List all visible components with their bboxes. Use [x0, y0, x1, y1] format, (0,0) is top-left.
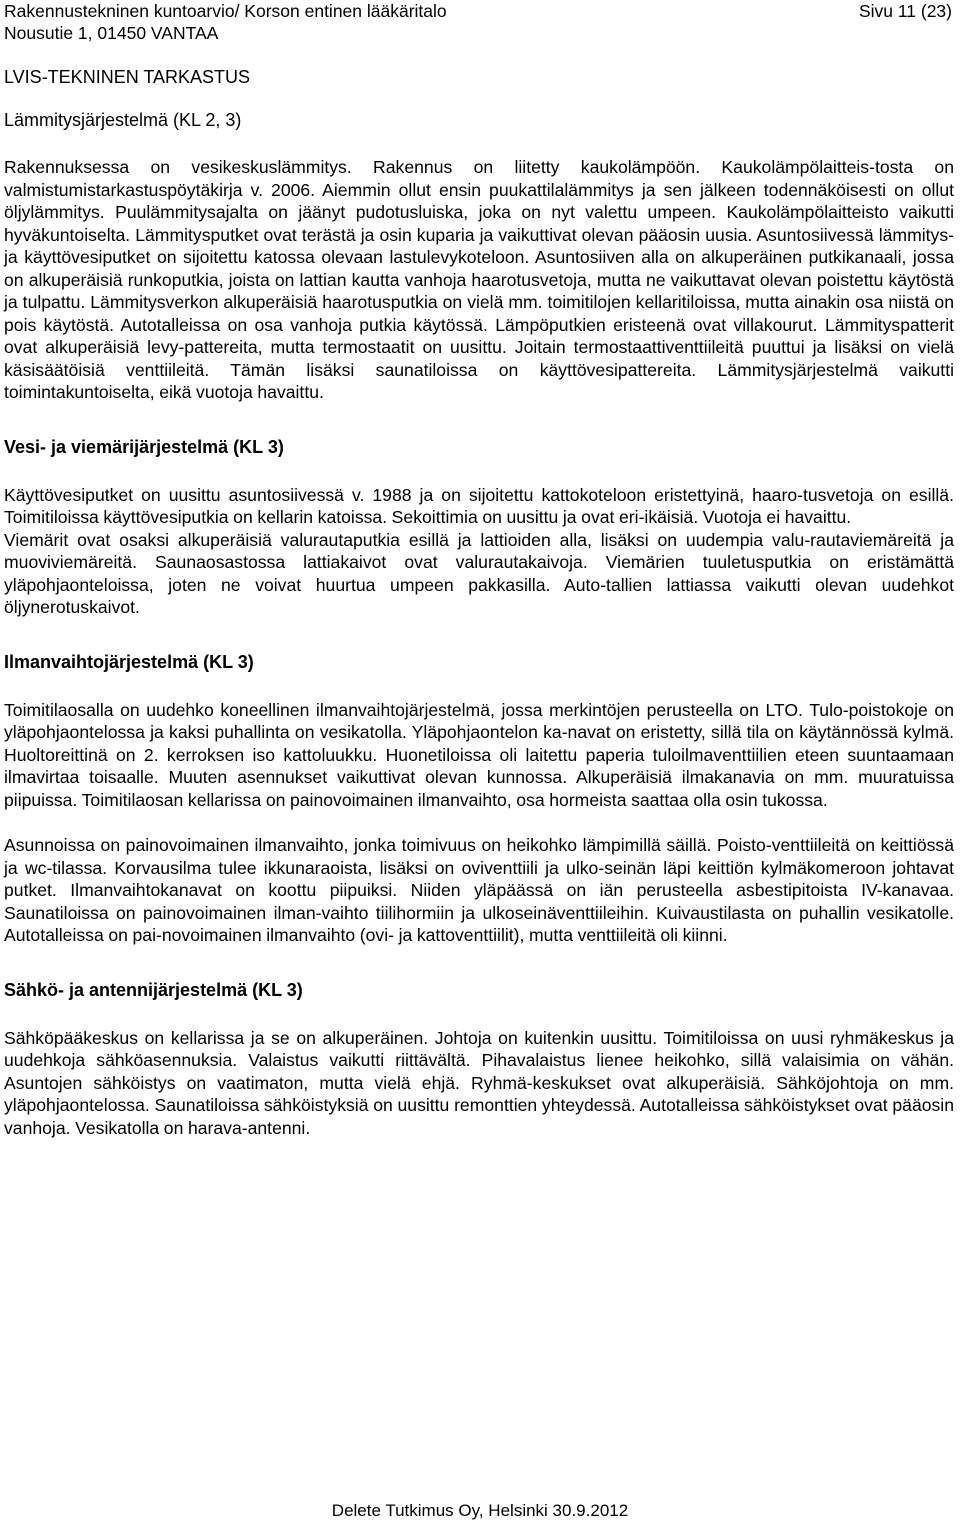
paragraph-asunnot-iv: Asunnoissa on painovoimainen ilmanvaihto, jonka toimivuus on heikohko lämpimillä säillä. Poisto-venttiileitä on keittiössä ja wc-tilassa. Korvausilma tulee ikkunaraoista, lisäksi on oviventtiili ja ulko-seinän läpi keittiön kylmäkomeroon johtavat putket. Ilmanvaihtokanavat on koottu piipuiksi. Niiden yläpäässä on iän perusteella asbestipitoista IV-kanavaa. Saunatiloissa on painovoimainen ilman-vaihto tiilihormiin ja ulkoseinäventtiileihin. Kuivaustilasta on puhallin vesikatolle. Autotalleissa on pai-novoimainen ilmanvaihto (ovi- ja kattoventtiilit), mutta venttiileitä oli kiinni.	[4, 835, 954, 945]
header-report-title: Rakennustekninen kuntoarvio/ Korson entinen lääkäritalo	[4, 1, 447, 21]
heading-ilmanvaihto: Ilmanvaihtojärjestelmä (KL 3)	[4, 651, 254, 672]
paragraph-viemarit: Viemärit ovat osaksi alkuperäisiä valurautaputkia esillä ja lattioiden alla, lisäksi on uudempia valu-rautaviemäreitä ja muoviviemäreitä. Saunaosastossa lattiakaivot ovat valurautakaivoja. Viemärien tuuletusputkia on eristämättä yläpohjaonteloissa, joten ne voivat huurtua umpeen pakkasilla. Auto-tallien lattiassa vaikutti olevan uudehkot öljynerotuskaivot.	[4, 529, 954, 617]
main-title: LVIS-TEKNINEN TARKASTUS	[4, 67, 251, 87]
paragraph-toimitila-iv: Toimitilaosalla on uudehko koneellinen ilmanvaihtojärjestelmä, jossa merkintöjen perusteella on LTO. Tulo-poistokoje on yläpohjaontelossa ja kaksi puhallinta on vesikatolla. Yläpohjaontelon ka-navat on eristetty, sillä tila on käytännössä kylmä. Huoltoreittinä on 2. kerroksen iso kattoluukku. Huonetiloissa oli laitettu paperia tuloilmaventtiilien eteen suuntaamaan ilmavirtaa toisaalle. Muuten asennukset vaikuttivat olevan kunnossa. Alkuperäisiä ilmakanavia on mm. muuratuissa piipuissa. Toimitilaosan kellarissa on painovoimainen ilmanvaihto, osa hormeista saattaa olla osin tukossa.	[4, 699, 954, 810]
heading-vesi-viemari: Vesi- ja viemärijärjestelmä (KL 3)	[4, 436, 284, 457]
document-body	[4, 64, 954, 1139]
page-footer: Delete Tutkimus Oy, Helsinki 30.9.2012	[331, 1501, 629, 1520]
heading-sahko-antenni: Sähkö- ja antennijärjestelmä (KL 3)	[4, 979, 303, 1000]
paragraph-kayttovesi: Käyttövesiputket on uusittu asuntosiivessä v. 1988 ja on sijoitettu kattokoteloon eristettyinä, haaro-tusvetoja on esillä. Toimitiloissa käyttövesiputkia on kellarin katoissa. Sekoittimia on uusittu ja ovat eri-ikäisiä. Vuotoja ei havaittu.	[4, 484, 954, 527]
paragraph-lammitys: Rakennuksessa on vesikeskuslämmitys. Rakennus on liitetty kaukolämpöön. Kaukolämpölaitteis-tosta on valmistumistarkastuspöytäkirja v. 2006. Aiemmin ollut ensin puukattilalämmitys ja sen jälkeen todennäköisesti on ollut öljylämmitys. Puulämmitysajalta on jäänyt pudotusluiska, joka on nyt valettu umpeen. Kaukolämpölaitteisto vaikutti hyväkuntoiselta. Lämmitysputket ovat terästä ja osin kuparia ja vaikuttivat olevan pääosin uusia. Asuntosiivessä lämmitys- ja käyttövesiputket on sijoitettu katossa olevaan lastulevykoteloon. Asuntosiiven alla on alkuperäinen putkikanaali, jossa on alkuperäisiä runkoputkia, joista on lattian kautta vanhoja haarotusvetoja, mutta ne vaikuttavat olevan poistettu käytöstä ja tulpattu. Lämmitysverkon alkuperäisiä haarotusputkia on vielä mm. toimitilojen kellaritiloissa, mutta ainakin osa niistä on pois käytöstä. Autotalleissa on osa vanhoja putkia käytössä. Lämpöputkien eristeenä ovat villakourut. Lämmityspatterit ovat alkuperäisiä levy-pattereita, mutta termostaatit on uusittu. Joitain termostaattiventtiileitä puuttui ja lisäksi on vielä käsisäätöisiä venttiileitä. Tämän lisäksi saunatiloissa on käyttövesipattereita. Lämmitysjärjestelmä vaikutti toimintakuntoiselta, eikä vuotoja havaittu.	[4, 157, 954, 402]
heading-lammitysjarjestelma: Lämmitysjärjestelmä (KL 2, 3)	[4, 110, 242, 130]
page-number: Sivu 11 (23)	[858, 1, 952, 21]
paragraph-sahko: Sähköpääkeskus on kellarissa ja se on alkuperäinen. Johtoja on kuitenkin uusittu. Toimitiloissa on uusi ryhmäkeskus ja uudehkoja sähköasennuksia. Valaistus vaikutti riittävältä. Pihavalaistus lienee heikohko, sillä valaisimia on vähän. Asuntojen sähköistys on vaatimaton, mutta vielä ehjä. Ryhmä-keskukset ovat alkuperäisiä. Sähköjohtoja on mm. yläpohjaontelossa. Saunatiloissa sähköistyksiä on uusittu remonttien yhteydessä. Autotalleissa sähköistykset ovat pääosin vanhoja. Vesikatolla on harava-antenni.	[4, 1027, 954, 1138]
header-address: Nousutie 1, 01450 VANTAA	[4, 23, 219, 43]
page-header-left	[4, 0, 447, 44]
